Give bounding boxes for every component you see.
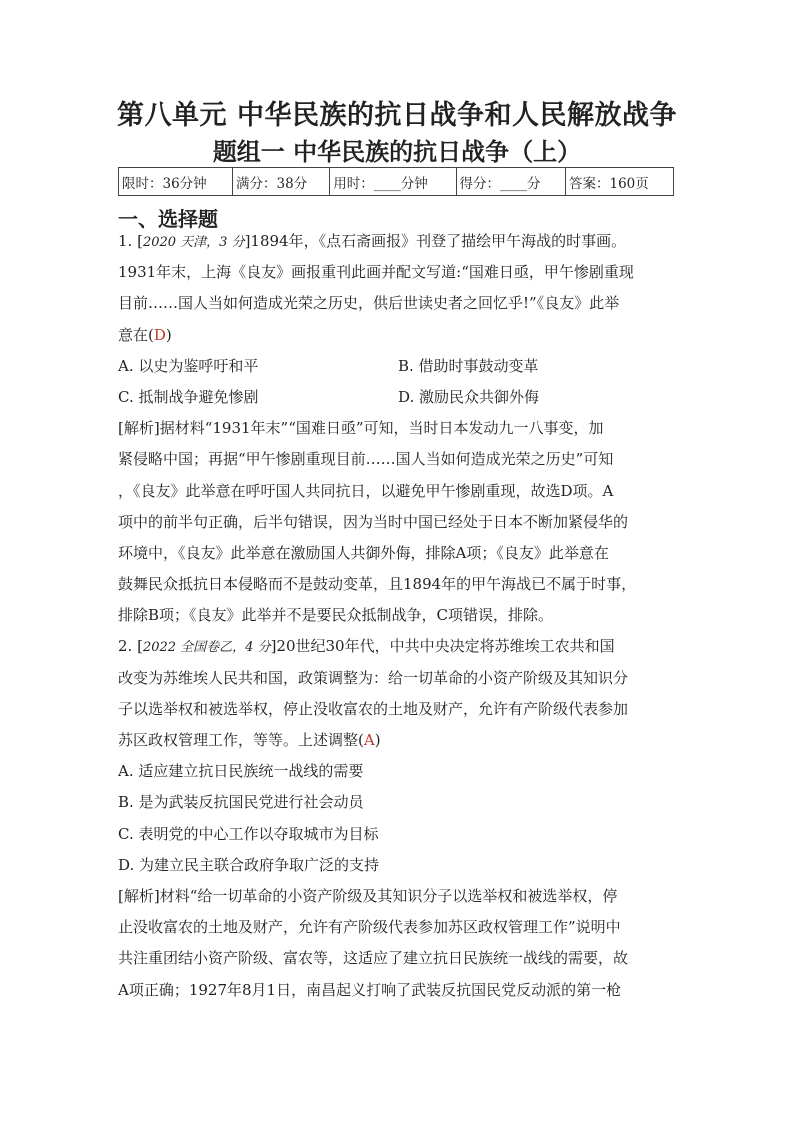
question-1-line: 目前……国人当如何造成光荣之历史，供后世读史者之回忆乎!”《良友》此举 — [118, 294, 620, 313]
explanation-line: [解析]据材料“1931年末”“国难日亟”可知，当时日本发动九一八事变，加 — [118, 419, 604, 438]
explanation-line: 环境中，《良友》此举意在激励国人共御外侮，排除A项；《良友》此举意在 — [118, 543, 609, 562]
answer-letter: D — [153, 325, 166, 344]
question-2-line — [118, 631, 678, 662]
explanation-line: 止没收富农的土地及财产，允许有产阶级代表参加苏区政权管理工作”说明中 — [118, 918, 621, 937]
question-text: ]20世纪30年代，中共中央决定将苏维埃工农共和国 — [270, 637, 615, 656]
question-source: 2020 天津，3 分 — [142, 235, 245, 250]
unit-title: 第八单元 中华民族的抗日战争和人民解放战争 — [117, 100, 677, 131]
options-row — [118, 382, 678, 413]
question-body — [118, 226, 678, 1006]
section-heading: 一、选择题 — [118, 207, 218, 231]
explanation-line: 鼓舞民众抵抗日本侵略而不是鼓动变革，且1894年的甲午海战已不属于时事， — [118, 575, 637, 594]
explanation-line: 紧侵略中国；再据“甲午惨剧重现目前……国人当如何造成光荣之历史”可知 — [118, 450, 614, 469]
question-2-line: 改变为苏维埃人民共和国，政策调整为：给一切革命的小资产阶级及其知识分 — [118, 668, 629, 687]
time-limit-cell: 限时：36分钟 — [119, 168, 233, 196]
time-used-cell: 用时：____分钟 — [330, 168, 456, 196]
explanation-line: 共注重团结小资产阶级、富农等，这适应了建立抗日民族统一战线的需要，故 — [118, 949, 629, 968]
option-b: B. 是为武装反抗国民党进行社会动员 — [118, 793, 364, 812]
explanation-line: ，《良友》此举意在呼吁国人共同抗日，以避免甲午惨剧重现，故选D项。A — [118, 481, 614, 500]
option-a: A. 以史为鉴呼吁和平 — [118, 356, 259, 375]
answer-page-cell: 答案：160页 — [566, 168, 674, 196]
options-row — [118, 351, 678, 382]
full-score-cell: 满分：38分 — [233, 168, 330, 196]
group-title: 题组一 中华民族的抗日战争（上） — [212, 138, 582, 166]
option-a: A. 适应建立抗日民族统一战线的需要 — [118, 762, 364, 781]
score-cell: 得分：____分 — [456, 168, 565, 196]
option-c: C. 抵制战争避免惨剧 — [118, 387, 259, 406]
question-number: 2. [ — [118, 637, 143, 656]
answer-letter: A — [363, 731, 375, 749]
question-1-line — [118, 320, 678, 351]
question-number: 1. [ — [118, 232, 143, 250]
info-table — [118, 167, 674, 196]
explanation-line: 排除B项；《良友》此举并不是要民众抵制战争，C项错误，排除。 — [118, 606, 554, 625]
question-2-line — [118, 725, 678, 756]
option-d: D. 激励民众共御外侮 — [398, 387, 540, 406]
explanation-line: 项中的前半句正确，后半句错误，因为当时中国已经处于日本不断加紧侵华的 — [118, 512, 629, 531]
explanation-line: A项正确；1927年8月1日，南昌起义打响了武装反抗国民党反动派的第一枪 — [118, 980, 622, 999]
question-1-line — [118, 226, 678, 257]
question-text: ]1894年，《点石斋画报》刊登了描绘甲午海战的时事画。 — [244, 232, 627, 250]
explanation-line: [解析]材料“给一切革命的小资产阶级及其知识分子以选举权和被选举权，停 — [118, 886, 618, 905]
question-text: ) — [374, 731, 381, 749]
option-b: B. 借助时事鼓动变革 — [398, 356, 539, 375]
question-1-line: 1931年末，上海《良友》画报重刊此画并配文写道:“国难日亟，甲午惨剧重现 — [118, 263, 634, 282]
option-d: D. 为建立民主联合政府争取广泛的支持 — [118, 855, 380, 874]
question-text: 意在( — [118, 325, 154, 344]
question-source: 2022 全国卷乙，4 分 — [142, 640, 271, 656]
question-2-line: 子以选举权和被选举权，停止没收富农的土地及财产，允许有产阶级代表参加 — [118, 699, 629, 718]
question-text: ) — [165, 325, 172, 344]
option-c: C. 表明党的中心工作以夺取城市为目标 — [118, 824, 379, 843]
question-text: 苏区政权管理工作，等等。上述调整( — [118, 731, 364, 749]
